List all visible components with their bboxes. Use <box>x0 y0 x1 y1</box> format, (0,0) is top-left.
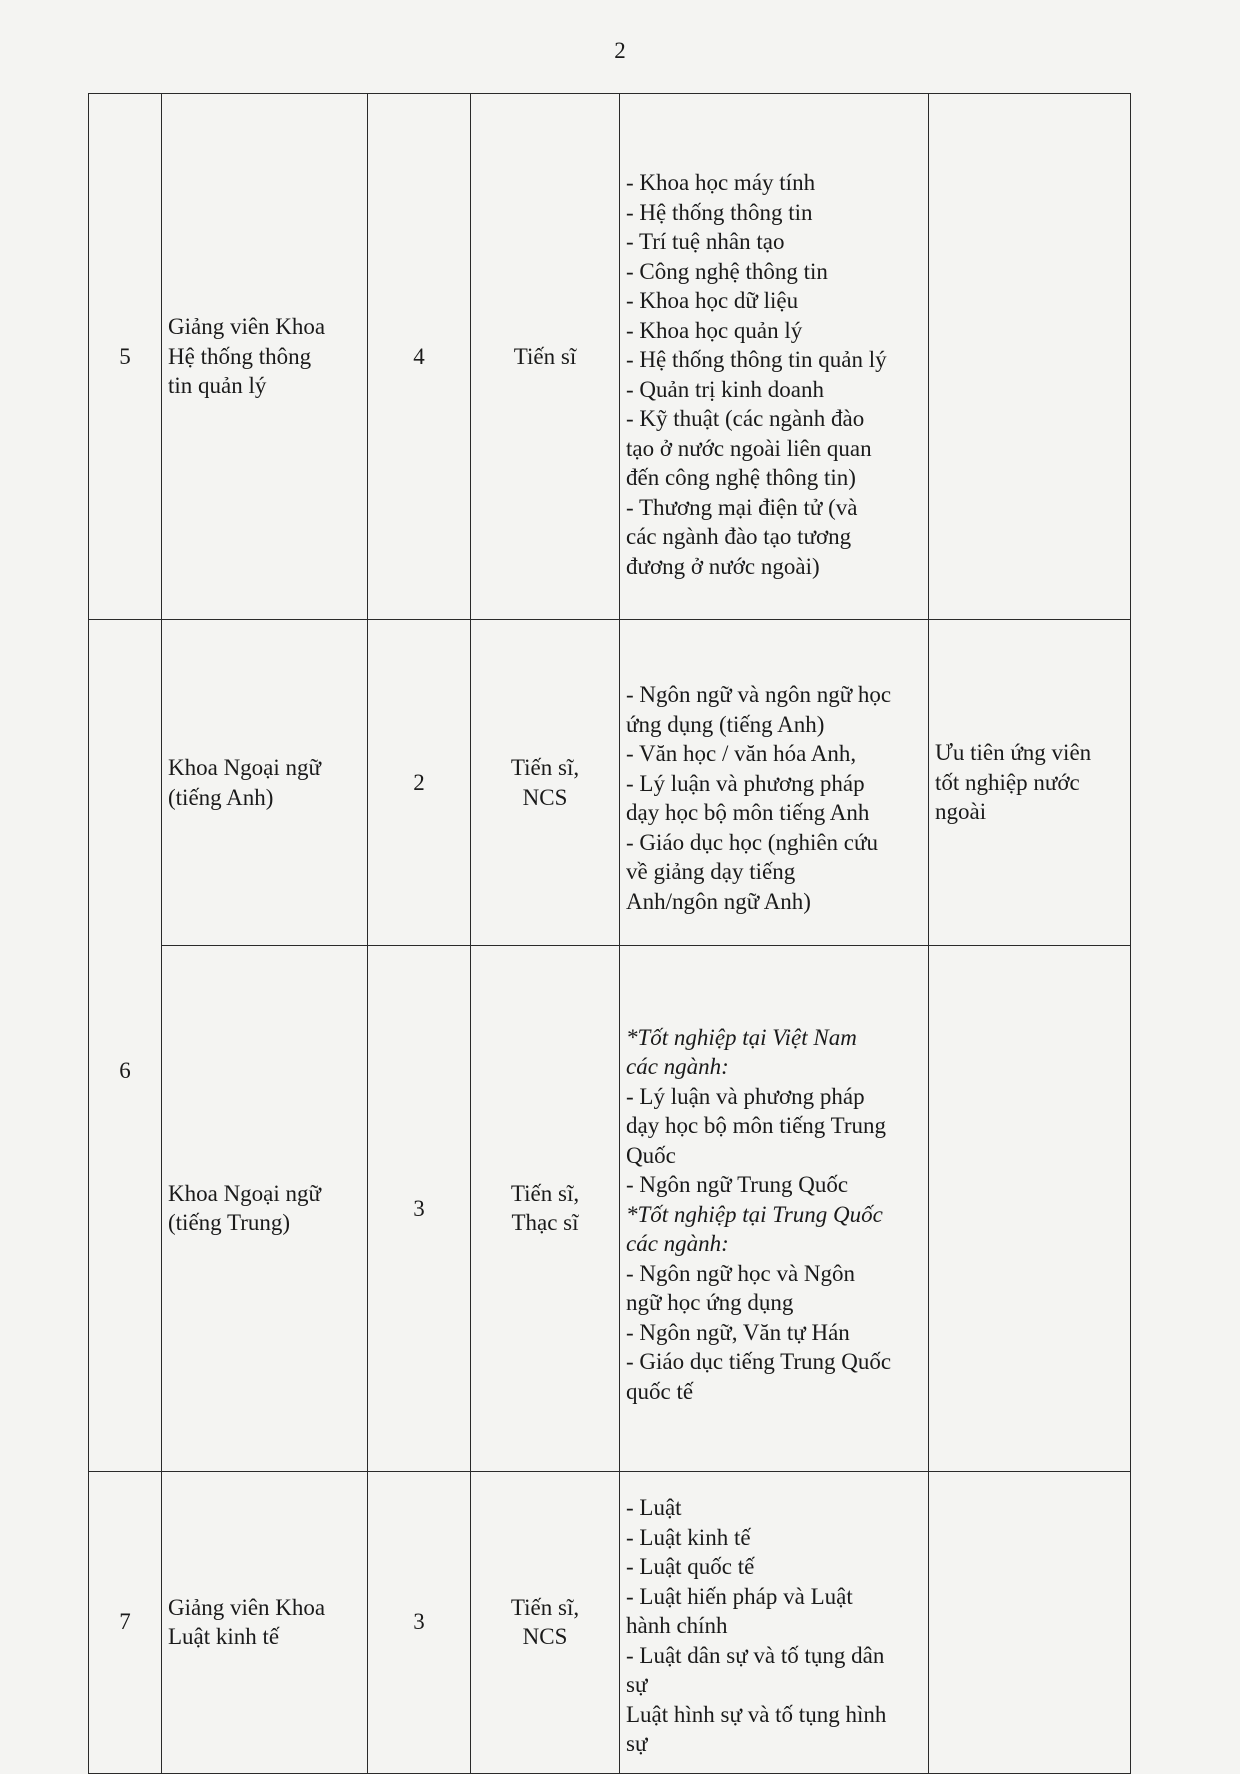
note-cell <box>929 1471 1131 1773</box>
major-line: quốc tế <box>626 1378 694 1404</box>
major-line: - Khoa học dữ liệu <box>626 288 799 313</box>
major-line: - Hệ thống thông tin quản lý <box>626 347 887 372</box>
major-line: - Giáo dục tiếng Trung Quốc <box>626 1349 892 1374</box>
recruitment-table <box>88 93 1131 1774</box>
unit-line: Giảng viên Khoa <box>168 314 326 340</box>
stt-cell <box>89 620 162 946</box>
major-line: các ngành đào tạo tương <box>626 524 852 549</box>
degree-line: Tiến sĩ <box>513 343 577 369</box>
stt-cell: 6 <box>89 946 162 1472</box>
major-line: - Luật hiến pháp và Luật <box>626 1583 853 1609</box>
major-line: dạy học bộ môn tiếng Anh <box>626 800 870 825</box>
major-line: Quốc <box>626 1142 676 1168</box>
major-line: - Ngôn ngữ và ngôn ngữ học <box>626 682 892 707</box>
unit-line: Luật kinh tế <box>168 1624 280 1649</box>
major-line: sự <box>626 1672 648 1698</box>
degree-cell <box>471 620 620 946</box>
major-line: - Trí tuệ nhân tạo <box>626 229 785 254</box>
major-line: ứng dụng (tiếng Anh) <box>626 711 825 737</box>
majors-cell <box>620 94 929 620</box>
note-cell <box>929 94 1131 620</box>
note-line: ngoài <box>935 799 987 825</box>
unit-line: (tiếng Anh) <box>168 784 274 810</box>
table-row <box>89 94 1131 620</box>
unit-cell <box>162 620 368 946</box>
majors-cell <box>620 620 929 946</box>
major-line: - Văn học / văn hóa Anh, <box>626 741 857 766</box>
quantity-cell: 3 <box>368 1471 471 1773</box>
unit-line: Hệ thống thông <box>168 343 312 369</box>
unit-line: Giảng viên Khoa <box>168 1594 326 1620</box>
major-line: - Luật quốc tế <box>626 1554 755 1580</box>
major-line: *Tốt nghiệp tại Trung Quốc <box>626 1201 883 1227</box>
note-cell <box>929 620 1131 946</box>
note-cell <box>929 946 1131 1472</box>
major-line: - Luật dân sự và tố tụng dân <box>626 1642 885 1668</box>
unit-cell <box>162 946 368 1472</box>
note-line: Ưu tiên ứng viên <box>935 740 1092 766</box>
table-row <box>89 620 1131 946</box>
major-line: - Thương mại điện tử (và <box>626 494 858 520</box>
majors-cell <box>620 1471 929 1773</box>
degree-line: NCS <box>522 1624 568 1649</box>
major-line: - Hệ thống thông tin <box>626 199 813 225</box>
unit-line: Khoa Ngoại ngữ <box>168 755 321 780</box>
major-line: - Ngôn ngữ học và Ngôn <box>626 1260 856 1286</box>
degree-line: Tiến sĩ, <box>510 1594 580 1620</box>
degree-cell <box>471 94 620 620</box>
major-line: - Luật <box>626 1495 682 1521</box>
quantity-cell: 2 <box>368 620 471 946</box>
major-line: tạo ở nước ngoài liên quan <box>626 435 872 461</box>
major-line: các ngành: <box>626 1231 729 1256</box>
major-line: - Ngôn ngữ, Văn tự Hán <box>626 1319 850 1345</box>
table-row <box>89 946 1131 1472</box>
major-line: - Lý luận và phương pháp <box>626 1083 865 1109</box>
quantity-cell: 4 <box>368 94 471 620</box>
major-line: - Công nghệ thông tin <box>626 258 828 284</box>
major-line: - Giáo dục học (nghiên cứu <box>626 829 878 855</box>
degree-line: Thạc sĩ <box>511 1210 579 1236</box>
major-line: - Khoa học quản lý <box>626 317 803 343</box>
major-line: các ngành: <box>626 1054 729 1079</box>
major-line: về giảng dạy tiếng <box>626 859 796 884</box>
unit-cell <box>162 1471 368 1773</box>
table-row <box>89 1471 1131 1773</box>
major-line: sự <box>626 1731 648 1757</box>
unit-line: tin quản lý <box>168 373 267 399</box>
major-line: - Khoa học máy tính <box>626 170 816 195</box>
page-number: 2 <box>614 38 626 63</box>
major-line: - Ngôn ngữ Trung Quốc <box>626 1172 849 1197</box>
stt-cell: 5 <box>89 94 162 620</box>
degree-line: Tiến sĩ, <box>510 755 580 780</box>
degree-line: NCS <box>522 784 568 810</box>
major-line: - Kỹ thuật (các ngành đào <box>626 406 865 431</box>
major-line: đến công nghệ thông tin) <box>626 465 856 490</box>
degree-line: Tiến sĩ, <box>510 1180 580 1206</box>
major-line: ngữ học ứng dụng <box>626 1290 794 1315</box>
unit-cell <box>162 94 368 620</box>
major-line: dạy học bộ môn tiếng Trung <box>626 1113 887 1138</box>
major-line: *Tốt nghiệp tại Việt Nam <box>626 1024 857 1050</box>
unit-line: Khoa Ngoại ngữ <box>168 1180 321 1206</box>
major-line: - Luật kinh tế <box>626 1524 751 1550</box>
major-line: - Lý luận và phương pháp <box>626 770 865 796</box>
major-line: hành chính <box>626 1613 728 1639</box>
major-line: Luật hình sự và tố tụng hình <box>626 1701 887 1727</box>
major-line: đương ở nước ngoài) <box>626 553 820 579</box>
major-line: - Quản trị kinh doanh <box>626 376 825 402</box>
stt-cell: 7 <box>89 1471 162 1773</box>
unit-line: (tiếng Trung) <box>168 1210 291 1236</box>
degree-cell <box>471 1471 620 1773</box>
majors-cell <box>620 946 929 1472</box>
major-line: Anh/ngôn ngữ Anh) <box>626 888 811 914</box>
degree-cell <box>471 946 620 1472</box>
quantity-cell: 3 <box>368 946 471 1472</box>
note-line: tốt nghiệp nước <box>935 769 1080 795</box>
